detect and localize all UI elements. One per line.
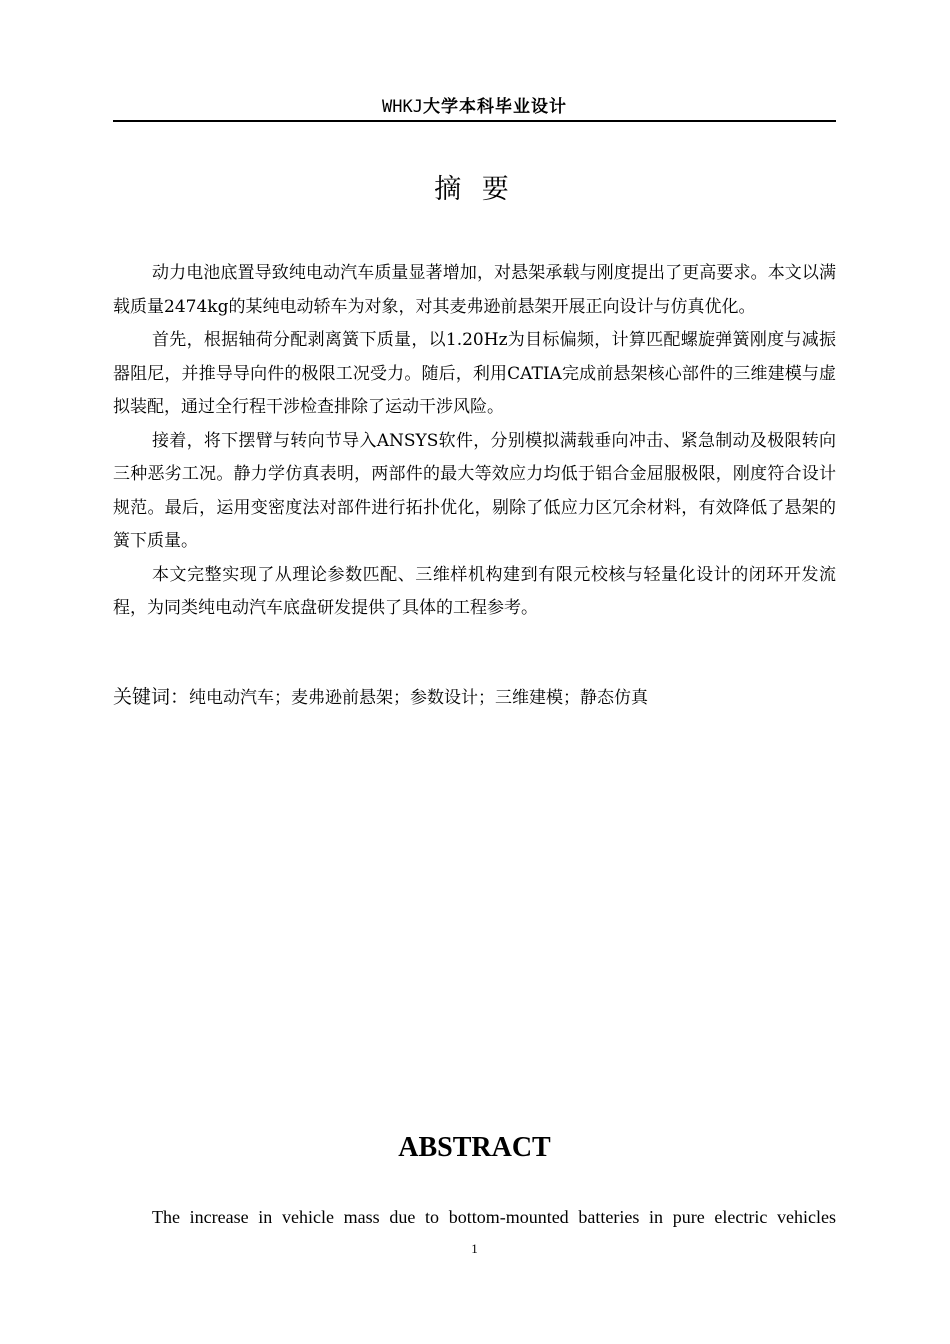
header-divider — [113, 120, 836, 122]
page-number: 1 — [471, 1241, 478, 1256]
abstract-paragraph: 本文完整实现了从理论参数匹配、三维样机构建到有限元校核与轻量化设计的闭环开发流程，为同类纯电动汽车底盘研发提供了具体的工程参考。 — [113, 564, 836, 618]
abstract-paragraph: 动力电池底置导致纯电动汽车质量显著增加，对悬架承载与刚度提出了更高要求。本文以满载质量2474kg的某纯电动轿车为对象，对其麦弗逊前悬架开展正向设计与仿真优化。 — [113, 263, 836, 317]
chinese-abstract-title: 摘 要 — [434, 174, 515, 205]
header-thesis-type: 大学本科毕业设计 — [422, 97, 567, 117]
abstract-paragraph: 接着，将下摆臂与转向节导入ANSYS软件，分别模拟满载垂向冲击、紧急制动及极限转向三种恶劣工况。静力学仿真表明，两部件的最大等效应力均低于铝合金屈服极限，刚度符合设计规范。最后，运用变密度法对部件进行拓扑优化，剔除了低应力区冗余材料，有效降低了悬架的簧下质量。 — [113, 430, 836, 551]
header-school-name: WHKJ — [382, 97, 423, 117]
english-abstract-title: ABSTRACT — [398, 1132, 551, 1163]
keywords-label: 关键词： — [113, 686, 190, 708]
abstract-paragraph: 首先，根据轴荷分配剥离簧下质量，以1.20Hz为目标偏频，计算匹配螺旋弹簧刚度与减振器阻尼，并推导导向件的极限工况受力。随后，利用CATIA完成前悬架核心部件的三维建模与虚拟装配，通过全行程干涉检查排除了运动干涉风险。 — [113, 330, 836, 417]
keywords-list: 纯电动汽车；麦弗逊前悬架；参数设计；三维建模；静态仿真 — [189, 688, 649, 708]
chinese-abstract-body — [113, 257, 836, 626]
english-abstract-first-line: The increase in vehicle mass due to bottom-mounted batteries in pure electric vehicles — [152, 1207, 836, 1227]
running-header — [113, 94, 836, 120]
keywords-line — [113, 682, 836, 713]
